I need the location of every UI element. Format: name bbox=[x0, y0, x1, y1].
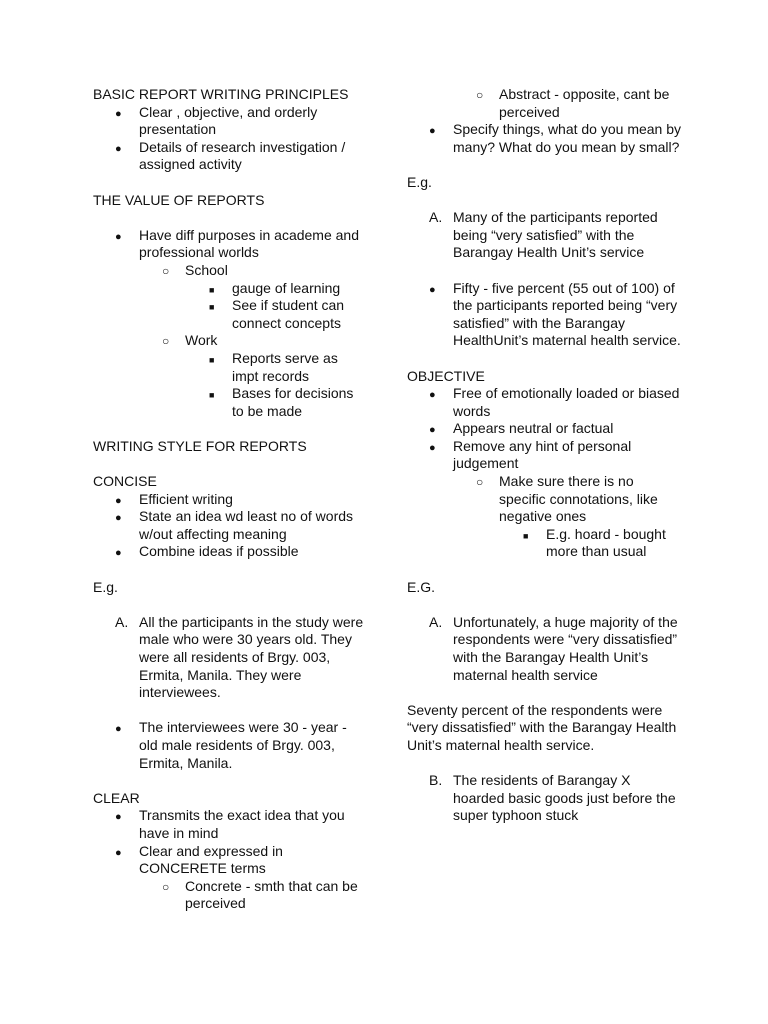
circle-bullet-icon bbox=[162, 878, 169, 897]
example-item: B. The residents of Barangay X hoarded basic goods just before the super typhoon stuck bbox=[429, 772, 676, 824]
bullet-icon bbox=[115, 807, 122, 827]
list-item: ■ See if student can connect concepts bbox=[93, 297, 368, 332]
eg-label: E.g. bbox=[407, 173, 432, 190]
heading-objective: OBJECTIVE bbox=[407, 367, 485, 384]
bullet-icon bbox=[429, 385, 436, 405]
bullet-icon bbox=[429, 121, 436, 141]
circle-bullet-icon bbox=[162, 262, 169, 281]
square-bullet-icon bbox=[209, 385, 214, 405]
circle-bullet-icon bbox=[476, 473, 483, 492]
heading-concise: CONCISE bbox=[93, 473, 157, 490]
bullet-icon bbox=[429, 280, 436, 300]
square-bullet-icon bbox=[209, 297, 214, 317]
right-column bbox=[407, 86, 682, 825]
list-item: ○ Abstract - opposite, cant be perceived bbox=[407, 86, 682, 121]
list-item: ● Clear , objective, and orderly presentation bbox=[93, 104, 368, 139]
list-item: ■ Bases for decisions to be made bbox=[93, 385, 368, 420]
list-item: ● Appears neutral or factual bbox=[407, 420, 682, 438]
list-item: ● Have diff purposes in academe and professional worlds bbox=[93, 227, 368, 262]
list-letter: B. bbox=[429, 772, 443, 789]
list-item: ○ Make sure there is no specific connotations, like negative ones bbox=[407, 473, 682, 526]
bullet-icon bbox=[115, 543, 122, 563]
list-item: ● The interviewees were 30 - year - old male residents of Brgy. 003, Ermita, Manila. bbox=[93, 719, 368, 772]
list-item: ● Fifty - five percent (55 out of 100) of the participants reported being “very satisfied” with the Barangay HealthUnit’s maternal health service. bbox=[407, 280, 682, 350]
square-bullet-icon bbox=[523, 526, 528, 546]
list-item: ● Remove any hint of personal judgement bbox=[407, 438, 682, 473]
list-item: ● Efficient writing bbox=[93, 491, 368, 509]
bullet-icon bbox=[115, 104, 122, 124]
eg-label: E.G. bbox=[407, 578, 436, 595]
circle-bullet-icon bbox=[162, 332, 169, 351]
bullet-icon bbox=[115, 139, 122, 159]
list-item: ● Combine ideas if possible bbox=[93, 543, 368, 561]
list-item: ● Transmits the exact idea that you have in mind bbox=[93, 807, 368, 842]
list-item: ● State an idea wd least no of words w/out affecting meaning bbox=[93, 508, 368, 543]
bullet-icon bbox=[115, 719, 122, 739]
heading-principles: BASIC REPORT WRITING PRINCIPLES bbox=[93, 86, 349, 102]
square-bullet-icon bbox=[209, 350, 214, 370]
list-item: ● Clear and expressed in CONCERETE terms bbox=[93, 843, 368, 878]
circle-bullet-icon bbox=[476, 86, 483, 105]
left-column bbox=[93, 86, 368, 913]
example-item: A. All the participants in the study were male who were 30 years old. They were all residents of Brgy. 003, Ermita, Manila. They were interviewees. bbox=[115, 613, 364, 701]
list-item: ■ Reports serve as impt records bbox=[93, 350, 368, 385]
bullet-icon bbox=[429, 438, 436, 458]
bullet-icon bbox=[115, 843, 122, 863]
example-item: A. Unfortunately, a huge majority of the respondents were “very dissatisfied” with the Barangay Health Unit’s maternal health service bbox=[429, 613, 678, 683]
bullet-icon bbox=[115, 227, 122, 247]
list-letter: A. bbox=[115, 613, 129, 630]
list-item: ● Details of research investigation / assigned activity bbox=[93, 139, 368, 174]
heading-style: WRITING STYLE FOR REPORTS bbox=[93, 437, 307, 454]
example-item: A. Many of the participants reported being “very satisfied” with the Barangay Health Unit’s service bbox=[429, 209, 658, 261]
bullet-icon bbox=[115, 508, 122, 528]
list-item: ■ gauge of learning bbox=[93, 280, 368, 298]
list-item: ○ School bbox=[93, 262, 368, 280]
list-item: ● Specify things, what do you mean by many? What do you mean by small? bbox=[407, 121, 682, 156]
eg-label: E.g. bbox=[93, 578, 118, 595]
revised-paragraph: Seventy percent of the respondents were “very dissatisfied” with the Barangay Health Unit’s maternal health service. bbox=[407, 701, 677, 753]
heading-clear: CLEAR bbox=[93, 789, 140, 806]
list-letter: A. bbox=[429, 613, 443, 630]
list-item: ○ Work bbox=[93, 332, 368, 350]
list-item: ● Free of emotionally loaded or biased words bbox=[407, 385, 682, 420]
list-letter: A. bbox=[429, 209, 443, 226]
list-item: ○ Concrete - smth that can be perceived bbox=[93, 878, 368, 913]
list-item: ■ E.g. hoard - bought more than usual bbox=[407, 526, 682, 561]
heading-value: THE VALUE OF REPORTS bbox=[93, 191, 265, 208]
